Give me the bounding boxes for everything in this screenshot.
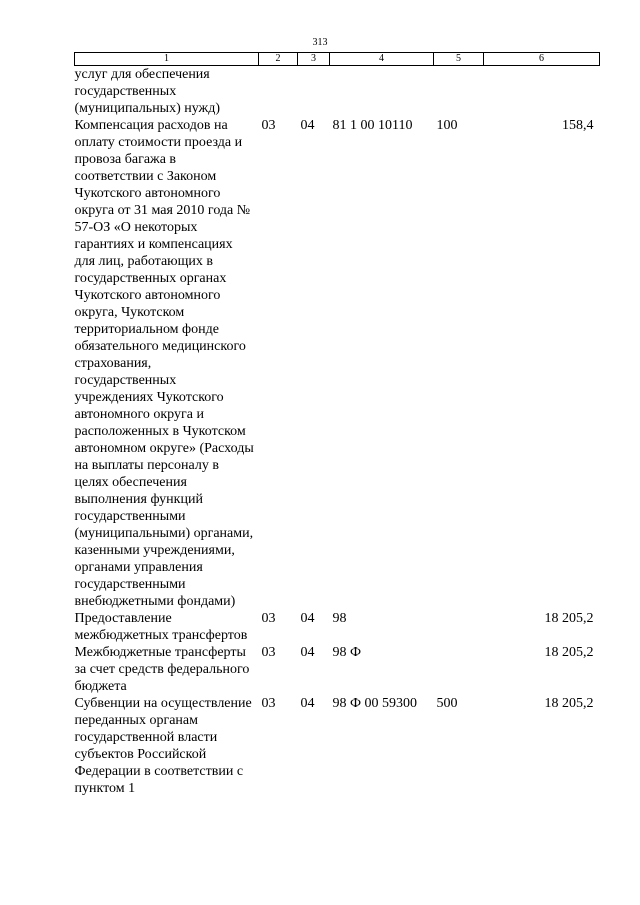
- row-section: [259, 66, 298, 118]
- row-name: Межбюджетные трансферты за счет средств федерального бюджета: [74, 645, 250, 694]
- header-col-2: 2: [259, 53, 298, 66]
- header-col-1: 1: [75, 53, 259, 66]
- header-col-3: 3: [298, 53, 330, 66]
- row-name: услуг для обеспечения государственных (муниципальных) нужд): [74, 67, 221, 116]
- table-header: [75, 53, 600, 66]
- header-col-4: 4: [330, 53, 434, 66]
- table-row: [75, 66, 600, 118]
- table-row: [75, 644, 600, 695]
- row-amount: 18 205,2: [544, 645, 594, 660]
- row-subsection: 04: [300, 611, 315, 626]
- row-target-code: 98 Ф: [332, 645, 362, 660]
- row-target-code: [330, 66, 434, 118]
- header-col-5: 5: [434, 53, 484, 66]
- header-row: [75, 53, 600, 66]
- row-target-code: 98: [332, 611, 347, 626]
- row-amount: 18 205,2: [544, 611, 594, 626]
- row-amount: [484, 66, 600, 118]
- row-amount: 18 205,2: [544, 696, 594, 711]
- row-name: Предоставление межбюджетных трансфертов: [74, 611, 248, 643]
- row-subsection: [298, 66, 330, 118]
- row-expense-type: [434, 644, 484, 695]
- table-row: [75, 610, 600, 644]
- row-target-code: 81 1 00 10110: [332, 118, 413, 133]
- row-section: 03: [261, 696, 276, 711]
- page-number: 313: [312, 37, 328, 48]
- row-expense-type: 500: [436, 696, 458, 711]
- row-name: Субвенции на осуществление переданных органам государственной власти субъектов Российской Федерации в соответствии с пунктом 1: [74, 696, 252, 796]
- row-amount: 158,4: [562, 118, 594, 133]
- row-section: 03: [261, 645, 276, 660]
- table-row: [75, 695, 600, 797]
- row-subsection: 04: [300, 696, 315, 711]
- row-section: 03: [261, 611, 276, 626]
- row-subsection: 04: [300, 645, 315, 660]
- row-expense-type: 100: [436, 118, 458, 133]
- row-expense-type: [434, 66, 484, 118]
- row-target-code: 98 Ф 00 59300: [332, 696, 418, 711]
- budget-table: [74, 52, 600, 797]
- row-name: Компенсация расходов на оплату стоимости проезда и провоза багажа в соответствии с Законом Чукотского автономного округа от 31 мая 2010 года № 57-ОЗ «О некоторых гарантиях и компенсациях для лиц, работающих в государственных органах Чукотского автономного округа, Чукотском территориальном фонде обязательного медицинского страхования, государственных учреждениях Чукотского автономного округа и расположенных в Чукотском автономном округе» (Расходы на выплаты персоналу в целях обеспечения выполнения функций государственными (муниципальными) органами, казенными учреждениями, органами управления государственными внебюджетными фондами): [74, 118, 254, 609]
- table-body: [75, 66, 600, 798]
- row-section: 03: [261, 118, 276, 133]
- row-expense-type: [434, 610, 484, 644]
- row-subsection: 04: [300, 118, 315, 133]
- table-row: [75, 117, 600, 610]
- header-col-6: 6: [484, 53, 600, 66]
